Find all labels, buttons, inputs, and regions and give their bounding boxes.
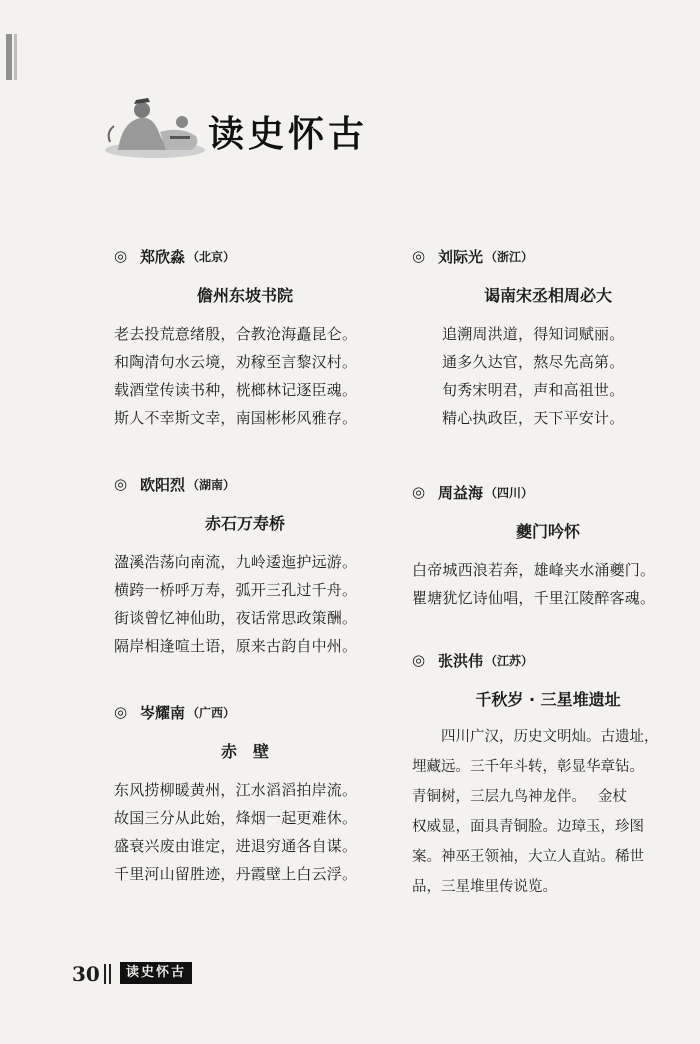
bullseye-icon: ◎: [412, 651, 426, 669]
poem-title: 千秋岁 · 三星堆遗址: [475, 690, 621, 709]
author-line: [412, 244, 684, 268]
poem-entry: [114, 244, 376, 432]
poem-entry: [412, 244, 684, 432]
poem-line: 街谈曾忆神仙助，夜话常思政策酬。: [114, 609, 358, 627]
prose-line: 案。神巫王领袖，大立人直站。稀世: [412, 849, 644, 865]
prose-line: 品，三星堆里传说览。: [412, 879, 557, 895]
poem-line: 斯人不幸斯文幸，南国彬彬风雅存。: [114, 409, 358, 427]
page-number: 30: [72, 962, 100, 986]
footer-divider: [104, 964, 106, 984]
author-line: [412, 480, 684, 504]
author-region: （江苏）: [485, 653, 534, 668]
poem-line: 盛衰兴废由谁定，进退穷通各自谋。: [114, 837, 358, 855]
author-line: [114, 472, 376, 496]
author-region: （湖南）: [187, 477, 236, 492]
poem-line: 精心执政臣，天下平安计。: [442, 409, 625, 427]
footer-divider: [109, 964, 111, 984]
poem-title: 赤 壁: [220, 742, 269, 761]
footer-section-label: 读史怀古: [120, 962, 192, 984]
poem-entry: [412, 648, 684, 902]
right-column: [412, 244, 684, 902]
bullseye-icon: ◎: [114, 703, 128, 721]
author-name: 欧阳烈: [140, 475, 186, 494]
poem-entry: [114, 700, 376, 888]
author-region: （北京）: [187, 249, 236, 264]
poem-line: 和陶清句水云境，劝稼至言黎汉村。: [114, 353, 358, 371]
poem-line: 故国三分从此始，烽烟一起更难休。: [114, 809, 358, 827]
poem-lines: [114, 548, 376, 660]
poem-title: 夔门吟怀: [515, 522, 580, 541]
poem-line: 载酒堂传读书种，桄榔林记逐臣魂。: [114, 381, 358, 399]
poem-entry: [412, 480, 684, 612]
poem-prose: [412, 722, 684, 902]
poem-line: 旬秀宋明君，声和高祖世。: [442, 381, 625, 399]
poem-title: 儋州东坡书院: [196, 286, 293, 305]
poem-line: 横跨一桥呼万寿，弧开三孔过千舟。: [114, 581, 358, 599]
poem-line: 追溯周洪道，得知词赋丽。: [442, 325, 625, 343]
bullseye-icon: ◎: [412, 247, 426, 265]
binding-edge-inner: [14, 34, 17, 80]
poem-line: 隔岸相逢喧土语，原来古韵自中州。: [114, 637, 358, 655]
author-line: [114, 700, 376, 724]
poem-line: 千里河山留胜迹，丹霞壁上白云浮。: [114, 865, 358, 883]
poem-line: 东风捞柳暖黄州，江水滔滔拍岸流。: [114, 781, 358, 799]
author-name: 刘际光: [438, 247, 484, 266]
prose-line: 青铜树，三层九鸟神龙伴。 金杖: [412, 789, 627, 805]
left-column: [114, 244, 376, 888]
poem-lines: [114, 776, 376, 888]
poem-line: 溋溪浩荡向南流，九岭逶迤护远游。: [114, 553, 358, 571]
binding-edge: [6, 34, 12, 80]
poem-lines: [114, 320, 376, 432]
author-region: （四川）: [485, 485, 534, 500]
author-name: 岑耀南: [140, 703, 186, 722]
author-name: 周益海: [438, 483, 484, 502]
prose-line: 埋藏远。三千年斗转，彰显华章钻。: [412, 759, 644, 775]
poem-lines: [412, 320, 684, 432]
poem-line: 通多久达官，熬尽先高第。: [442, 353, 625, 371]
section-title: 读史怀古: [208, 113, 369, 155]
poem-lines: [412, 556, 684, 612]
poem-line: 老去投荒意绪殷，合教沧海矗昆仑。: [114, 325, 358, 343]
poem-line: 瞿塘犹忆诗仙唱，千里江陵醉客魂。: [412, 589, 656, 607]
prose-line: 权威显，面具青铜脸。边璋玉，珍图: [412, 819, 644, 835]
prose-line: 四川广汉，历史文明灿。古遗址，: [412, 729, 659, 745]
author-line: [114, 244, 376, 268]
poem-title: 赤石万寿桥: [204, 514, 285, 533]
poem-entry: [114, 472, 376, 660]
author-region: （广西）: [187, 705, 236, 720]
scholar-illustration-icon: [100, 92, 210, 162]
author-line: [412, 648, 684, 672]
author-name: 张洪伟: [438, 651, 484, 670]
author-name: 郑欣淼: [140, 247, 186, 266]
poem-line: 白帝城西浪若奔，雄峰夹水涌夔门。: [412, 561, 656, 579]
poem-title: 谒南宋丞相周必大: [483, 286, 612, 305]
author-region: （浙江）: [485, 249, 534, 264]
bullseye-icon: ◎: [114, 247, 128, 265]
bullseye-icon: ◎: [114, 475, 128, 493]
bullseye-icon: ◎: [412, 483, 426, 501]
section-header: [100, 92, 390, 162]
